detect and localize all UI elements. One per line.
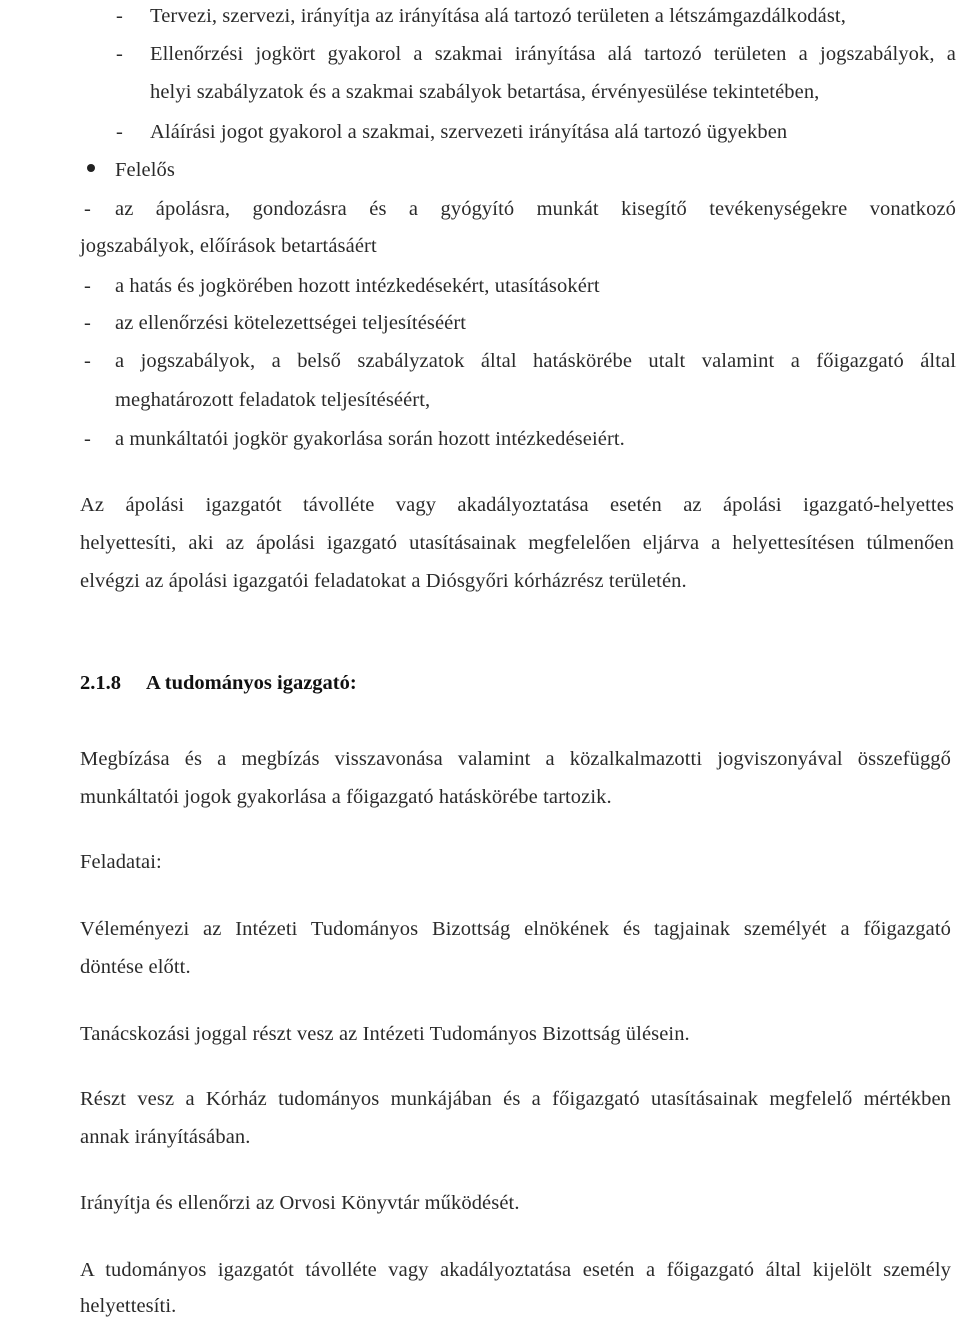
appoint-para-line1: Megbízása és a megbízás visszavonása valamint a közalkalmazotti jogviszonyával összefüggő [80, 748, 951, 770]
tasks-label: Feladatai: [80, 851, 162, 873]
felelos-label: Felelős [115, 159, 175, 181]
opinion-para-line2: döntése előtt. [80, 956, 191, 978]
deputy-para-line1: A tudományos igazgatót távolléte vagy akadályoztatása esetén a főigazgató által kijelölt személy [80, 1259, 951, 1281]
appoint-para-line2: munkáltatói jogok gyakorlása a főigazgató hatáskörébe tartozik. [80, 786, 612, 808]
felelos-item-regulations-line1: az ápolásra, gondozásra és a gyógyító munkát kisegítő tevékenységekre vonatkozó [115, 198, 956, 220]
list-dash: - [84, 350, 91, 372]
list-dash: - [84, 428, 91, 450]
deputy-para-line2: helyettesíti. [80, 1295, 177, 1317]
advisory-para: Tanácskozási joggal részt vesz az Intézeti Tudományos Bizottság ülésein. [80, 1023, 690, 1045]
felelos-item-tasks-line1: a jogszabályok, a belső szabályzatok által hatáskörébe utalt valamint a főigazgató által [115, 350, 956, 372]
felelos-item-tasks-line2: meghatározott feladatok teljesítéséért, [115, 389, 431, 411]
substitute-para-line1: Az ápolási igazgatót távolléte vagy akadályoztatása esetén az ápolási igazgató-helyettes [80, 494, 954, 516]
felelos-item-measures: a hatás és jogkörében hozott intézkedésekért, utasításokért [115, 275, 600, 297]
felelos-item-employer: a munkáltatói jogkör gyakorlása során hozott intézkedéseiért. [115, 428, 625, 450]
section-title: A tudományos igazgató: [146, 672, 357, 694]
research-para-line1: Részt vesz a Kórház tudományos munkájában és a főigazgató utasításainak megfelelő mértékben [80, 1088, 951, 1110]
list-dash: - [84, 312, 91, 334]
list-item-headcount: Tervezi, szervezi, irányítja az irányítása alá tartozó területen a létszámgazdálkodást, [150, 5, 846, 27]
list-dash: - [116, 121, 123, 143]
section-number: 2.1.8 [80, 672, 121, 694]
opinion-para-line1: Véleményezi az Intézeti Tudományos Bizottság elnökének és tagjainak személyét a főigazgató [80, 918, 951, 940]
substitute-para-line2: helyettesíti, aki az ápolási igazgató utasításainak megfelelően eljárva a helyettesítésen túlmenően [80, 532, 954, 554]
list-dash: - [84, 275, 91, 297]
library-para: Irányítja és ellenőrzi az Orvosi Könyvtár működését. [80, 1192, 520, 1214]
substitute-para-line3: elvégzi az ápolási igazgatói feladatokat a Diósgyőri kórházrész területén. [80, 570, 687, 592]
felelos-item-regulations-line2: jogszabályok, előírások betartásáért [80, 235, 377, 257]
felelos-item-control: az ellenőrzési kötelezettségei teljesítéséért [115, 312, 467, 334]
research-para-line2: annak irányításában. [80, 1126, 251, 1148]
bullet-icon [87, 164, 95, 172]
list-item-control-line1: Ellenőrzési jogkört gyakorol a szakmai irányítása alá tartozó területen a jogszabályok, a [150, 43, 956, 65]
list-dash: - [116, 43, 123, 65]
list-dash: - [84, 198, 91, 220]
list-dash: - [116, 5, 123, 27]
list-item-control-line2: helyi szabályzatok és a szakmai szabályok betartása, érvényesülése tekintetében, [150, 81, 820, 103]
list-item-signature: Aláírási jogot gyakorol a szakmai, szervezeti irányítása alá tartozó ügyekben [150, 121, 788, 143]
